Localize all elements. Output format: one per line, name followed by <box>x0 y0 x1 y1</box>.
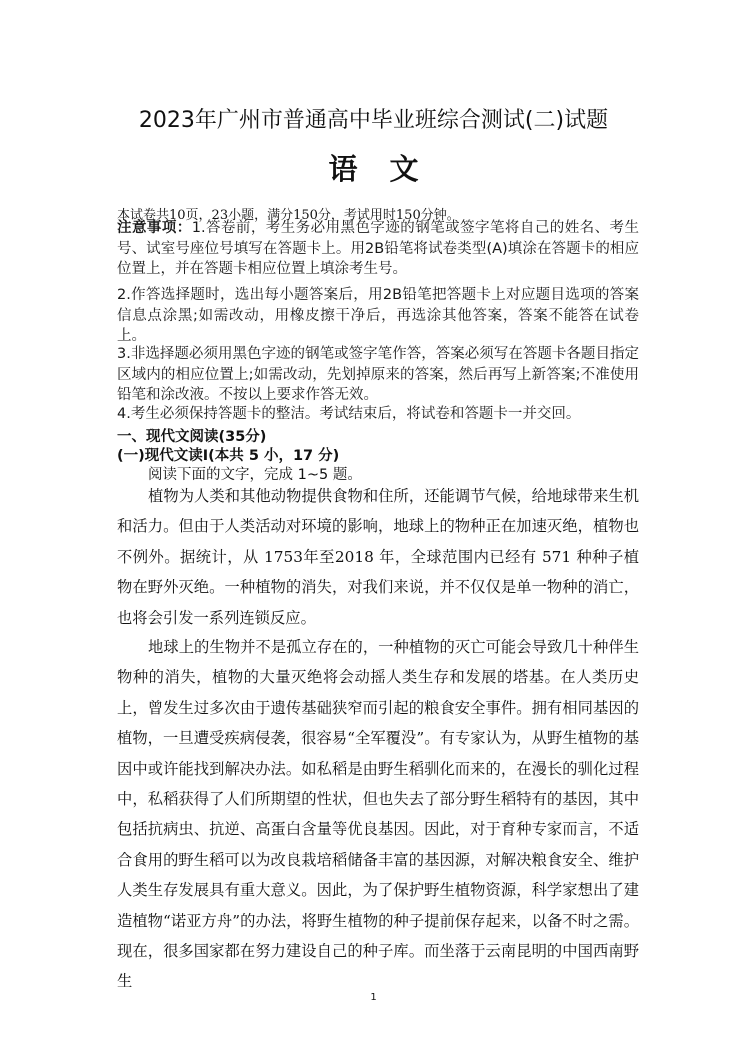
passage-paragraph-1: 植物为人类和其他动物提供食物和住所，还能调节气候，给地球带来生机和活力。但由于人类活动对环境的影响，地球上的物种正在加速灭绝，植物也不例外。据统计，从 1753年至2018 年，全球范围内已经有 571 种种子植物在野外灭绝。一种植物的消失，对我们来说，并不仅仅是单一物种的消亡，也将会引发一系列连锁反应。 <box>117 487 639 627</box>
exam-intro: 本试卷共10页，23小题，满分150分，考试用时150分钟。 <box>117 208 460 223</box>
notes-label: 注意事项： <box>117 220 192 236</box>
reading-direction: 阅读下面的文字，完成 1~5 题。 <box>148 467 362 483</box>
subject-title: 语文 <box>328 152 451 186</box>
notes-item-4: 4.考生必须保持答题卡的整洁。考试结束后，将试卷和答题卡一并交回。 <box>117 406 581 422</box>
notes-item-1-text: 1.答卷前，考生务必用黑色字迹的钢笔或签字笔将自己的姓名、考生号、试室号座位号填写在答题卡上。用2B铅笔将试卷类型(A)填涂在答题卡的相应位置上，并在答题卡相应位置上填涂考生号。 <box>117 220 639 277</box>
notes-item-2: 2.作答选择题时，选出每小题答案后，用2B铅笔把答题卡上对应题目选项的答案信息点涂黑;如需改动，用橡皮擦干净后，再选涂其他答案，答案不能答在试卷上。 <box>117 287 639 344</box>
section-subheading: (一)现代文读I(本共 5 小，17 分) <box>117 448 340 464</box>
notes-item-3: 3.非选择题必须用黑色字迹的钢笔或签字笔作答，答案必须写在答题卡各题目指定区域内的相应位置上;如需改动，先划掉原来的答案，然后再写上新答案;不准使用铅笔和涂改液。不按以上要求作答无效。 <box>117 346 639 403</box>
passage-paragraph-2: 地球上的生物并不是孤立存在的，一种植物的灭亡可能会导致几十种伴生物种的消失，植物的大量灭绝将会动摇人类生存和发展的塔基。在人类历史上，曾发生过多次由于遗传基础狭窄而引起的粮食安全事件。拥有相同基因的植物，一旦遭受疾病侵袭，很容易“全军覆没”。有专家认为，从野生植物的基因中或许能找到解决办法。如私稻是由野生稻驯化而来的，在漫长的驯化过程中，私稻获得了人们所期望的性状，但也失去了部分野生稻特有的基因，其中包括抗病虫、抗逆、高蛋白含量等优良基因。因此，对于育种专家而言，不适合食用的野生稻可以为改良栽培稻储备丰富的基因源，对解决粮食安全、维护人类生存发展具有重大意义。因此，为了保护野生植物资源，科学家想出了建造植物“诺亚方舟”的办法，将野生植物的种子提前保存起来，以备不时之需。现在，很多国家都在努力建设自己的种子库。而坐落于云南昆明的中国西南野生 <box>117 638 639 991</box>
page-number: 1 <box>370 992 377 1003</box>
notes-item-1 <box>117 218 639 280</box>
exam-title: 2023年广州市普通高中毕业班综合测试(二)试题 <box>138 108 609 133</box>
section-heading: 一、现代文阅读(35分) <box>117 429 267 445</box>
